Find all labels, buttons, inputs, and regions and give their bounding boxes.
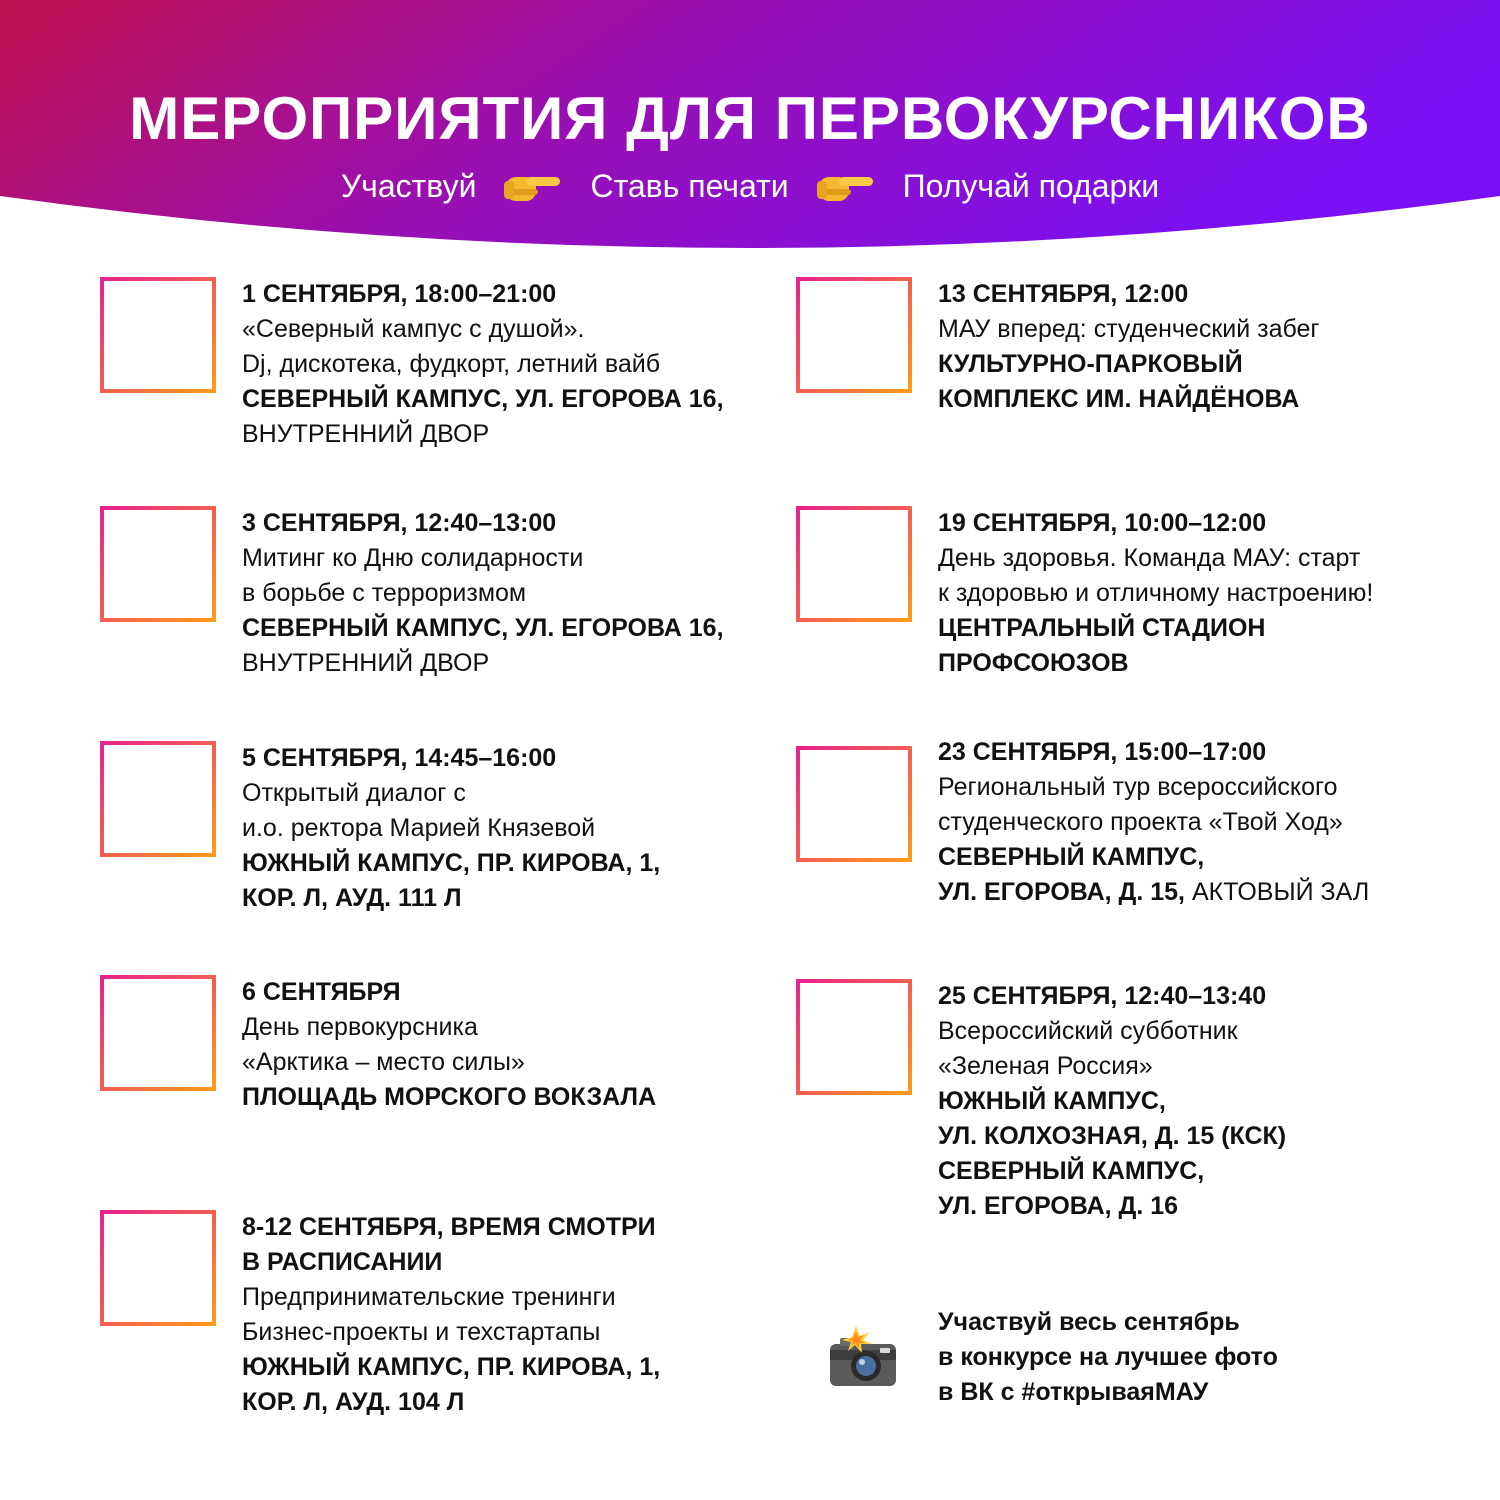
event-text <box>242 741 660 916</box>
step-gifts: Получай подарки <box>902 168 1160 204</box>
steps-row <box>0 168 1500 205</box>
page-title: МЕРОПРИЯТИЯ ДЛЯ ПЕРВОКУРСНИКОВ <box>129 85 1371 152</box>
photo-contest-text: Участвуй весь сентябрь в конкурсе на лучшее фото в ВК с #открываяМАУ <box>938 1308 1278 1406</box>
event-item <box>100 741 660 916</box>
event-description: Всероссийский субботник «Зеленая Россия» <box>938 1017 1238 1080</box>
event-place-main: ЮЖНЫЙ КАМПУС, ПР. КИРОВА, 1, КОР. Л, АУД. 111 Л <box>242 849 661 912</box>
event-description: Митинг ко Дню солидарности в борьбе с терроризмом <box>242 544 584 607</box>
event-place <box>938 347 1320 417</box>
photo-contest <box>826 1305 1278 1410</box>
event-date: 5 СЕНТЯБРЯ, 14:45–16:00 <box>242 744 557 772</box>
event-place <box>242 611 724 681</box>
event-place <box>242 382 724 452</box>
event-place <box>938 1084 1286 1224</box>
event-date: 6 СЕНТЯБРЯ <box>242 978 401 1006</box>
pointing-hand-icon <box>817 169 875 205</box>
stamp-checkbox[interactable] <box>100 277 216 393</box>
event-description: «Северный кампус с душой». Dj, дискотека, фудкорт, летний вайб <box>242 315 661 378</box>
step-participate: Участвуй <box>340 168 477 204</box>
event-place-main: СЕВЕРНЫЙ КАМПУС, УЛ. ЕГОРОВА 16, <box>242 614 724 642</box>
event-item <box>796 506 1373 681</box>
event-description: День первокурсника «Арктика – место силы» <box>242 1013 525 1076</box>
event-place-note: АКТОВЫЙ ЗАЛ <box>1191 878 1370 906</box>
event-text <box>938 979 1286 1224</box>
event-item <box>100 975 656 1115</box>
step-stamps: Ставь печати <box>590 168 789 204</box>
event-description: Открытый диалог с и.о. ректора Марией Князевой <box>242 779 596 842</box>
event-place <box>938 840 1369 910</box>
stamp-checkbox[interactable] <box>796 979 912 1095</box>
event-place <box>242 846 660 916</box>
stamp-checkbox[interactable] <box>100 741 216 857</box>
event-date: 23 СЕНТЯБРЯ, 15:00–17:00 <box>938 738 1267 766</box>
event-text <box>938 277 1320 417</box>
event-item <box>796 979 1286 1224</box>
event-item <box>796 277 1320 417</box>
event-place-note: ВНУТРЕННИЙ ДВОР <box>242 420 490 448</box>
stamp-checkbox[interactable] <box>100 975 216 1091</box>
event-text <box>938 506 1373 681</box>
event-text <box>242 975 656 1115</box>
event-place <box>242 1350 660 1420</box>
event-place-main: ЮЖНЫЙ КАМПУС, ПР. КИРОВА, 1, КОР. Л, АУД. 104 Л <box>242 1353 661 1416</box>
stamp-checkbox[interactable] <box>796 506 912 622</box>
event-date: 8-12 СЕНТЯБРЯ, ВРЕМЯ СМОТРИ В РАСПИСАНИИ <box>242 1213 656 1276</box>
stamp-checkbox[interactable] <box>796 277 912 393</box>
event-place-main: КУЛЬТУРНО-ПАРКОВЫЙ КОМПЛЕКС ИМ. НАЙДЁНОВА <box>938 350 1300 413</box>
event-description: Региональный тур всероссийского студенческого проекта «Твой Ход» <box>938 773 1343 836</box>
stamp-checkbox[interactable] <box>796 746 912 862</box>
stamp-checkbox[interactable] <box>100 1210 216 1326</box>
event-description: МАУ вперед: студенческий забег <box>938 315 1320 343</box>
event-place <box>938 611 1373 681</box>
event-item <box>100 506 724 681</box>
event-text <box>242 1210 660 1420</box>
stamp-checkbox[interactable] <box>100 506 216 622</box>
event-place-main: СЕВЕРНЫЙ КАМПУС, УЛ. ЕГОРОВА 16, <box>242 385 724 413</box>
event-place-main: ЦЕНТРАЛЬНЫЙ СТАДИОН ПРОФСОЮЗОВ <box>938 614 1266 677</box>
pointing-hand-icon <box>504 169 562 205</box>
event-place-main: ПЛОЩАДЬ МОРСКОГО ВОКЗАЛА <box>242 1083 657 1111</box>
event-text <box>242 506 724 681</box>
event-date: 25 СЕНТЯБРЯ, 12:40–13:40 <box>938 982 1267 1010</box>
event-text <box>938 735 1369 910</box>
event-description: Предпринимательские тренинги Бизнес-проекты и техстартапы <box>242 1283 616 1346</box>
event-item <box>796 735 1369 910</box>
event-place-note: ВНУТРЕННИЙ ДВОР <box>242 649 490 677</box>
event-place-main: СЕВЕРНЫЙ КАМПУС, УЛ. ЕГОРОВА, Д. 15, <box>938 843 1205 906</box>
event-date: 3 СЕНТЯБРЯ, 12:40–13:00 <box>242 509 557 537</box>
event-place-main: ЮЖНЫЙ КАМПУС, УЛ. КОЛХОЗНАЯ, Д. 15 (КСК) СЕВЕРНЫЙ КАМПУС, УЛ. ЕГОРОВА, Д. 16 <box>938 1087 1287 1220</box>
event-item <box>100 277 724 452</box>
event-date: 13 СЕНТЯБРЯ, 12:00 <box>938 280 1189 308</box>
event-date: 19 СЕНТЯБРЯ, 10:00–12:00 <box>938 509 1267 537</box>
event-place <box>242 1080 656 1115</box>
camera-flash-icon <box>826 1326 900 1390</box>
event-text <box>242 277 724 452</box>
event-item <box>100 1210 660 1420</box>
event-description: День здоровья. Команда МАУ: старт к здоровью и отличному настроению! <box>938 544 1374 607</box>
event-date: 1 СЕНТЯБРЯ, 18:00–21:00 <box>242 280 557 308</box>
